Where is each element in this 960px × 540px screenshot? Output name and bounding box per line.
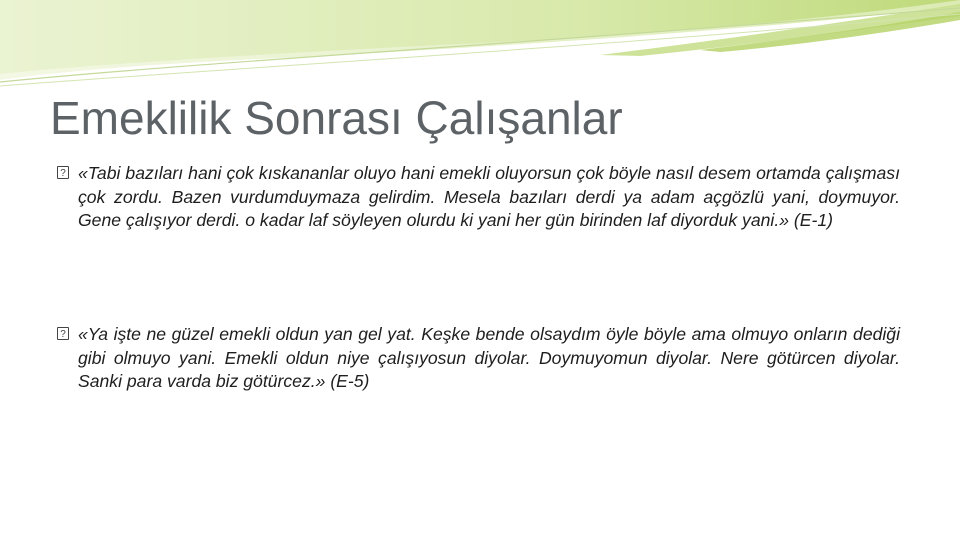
quote-text-1: «Tabi bazıları hani çok kıskananlar oluyo hani emekli oluyorsun çok böyle nasıl desem ortamda çalışması çok zordu. Bazen vurdumduymaza gelirdim. Mesela bazıları derdi ya adam açgözlü yani, doymuyor. Gene çalışıyor derdi. o kadar laf söyleyen olurdu ki yani her gün birinden laf diyorduk yani.» (E-1) <box>78 163 900 230</box>
header-swoosh-decoration <box>0 0 960 100</box>
quote-bullet-1 <box>56 162 900 233</box>
slide-title: Emeklilik Sonrası Çalışanlar <box>50 92 623 144</box>
quote-bullet-2 <box>56 323 900 394</box>
quote-text-2: «Ya işte ne güzel emekli oldun yan gel yat. Keşke bende olsaydım öyle böyle ama olmuyo onların dediği gibi olmuyo yani. Emekli oldun niye çalışıyosun diyolar. Doymuyomun diyolar. Nere götürcen diyolar. Sanki para varda biz götürcez.» (E-5) <box>78 324 900 391</box>
